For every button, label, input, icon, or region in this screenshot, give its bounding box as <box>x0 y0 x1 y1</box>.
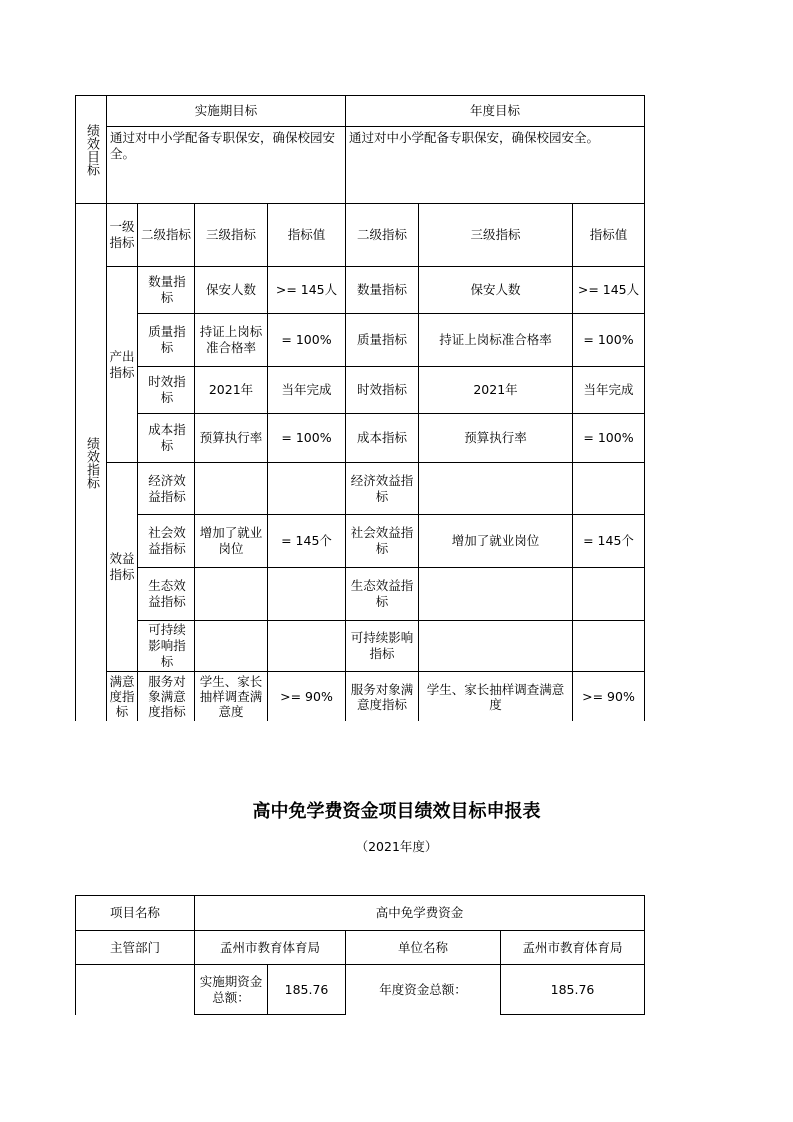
level3-cell <box>197 621 265 671</box>
level3-cell-year <box>421 463 570 514</box>
level3-cell: 增加了就业岗位 <box>199 525 263 556</box>
value-cell: = 145个 <box>281 533 332 548</box>
level2-cell: 社会效益指标 <box>148 525 186 556</box>
year-goal-text: 通过对中小学配备专职保安，确保校园安全。 <box>349 130 600 145</box>
period-total-label: 实施期资金总额： <box>199 973 263 1005</box>
level2-cell-year: 可持续影响指标 <box>350 630 414 661</box>
value-cell <box>268 621 345 671</box>
level3-cell: 学生、家长抽样调查满意度 <box>199 674 263 719</box>
value-cell-year: = 145个 <box>583 533 634 548</box>
value-cell: 当年完成 <box>281 382 332 397</box>
value-cell: >= 90% <box>280 688 333 704</box>
header-period-goal: 实施期目标 <box>194 103 258 118</box>
header-year-goal: 年度目标 <box>469 103 520 118</box>
level3-cell-year <box>421 568 570 620</box>
side-label-index: 绩效指标 <box>84 436 99 489</box>
level3-cell-year: 学生、家长抽样调查满意度 <box>426 681 565 712</box>
unit-value: 孟州市教育体育局 <box>522 939 623 955</box>
level2-cell: 经济效益指标 <box>148 472 186 504</box>
group-output: 产出指标 <box>109 348 135 380</box>
col-value-header: 指标值 <box>287 227 326 242</box>
level2-cell-year: 时效指标 <box>356 382 407 397</box>
col-level3-header-year: 三级指标 <box>470 227 521 242</box>
value-cell-year: >= 90% <box>582 688 635 704</box>
level3-cell: 持证上岗标准合格率 <box>199 324 263 355</box>
level2-cell: 服务对象满意度指标 <box>148 674 186 719</box>
level2-cell-year: 数量指标 <box>356 282 407 297</box>
level3-cell: 保安人数 <box>205 282 256 297</box>
level2-cell-year: 经济效益指标 <box>350 472 414 504</box>
col-level2-header: 二级指标 <box>141 227 192 242</box>
col-level3-header: 三级指标 <box>205 227 256 242</box>
group-satisfaction: 满意度指标 <box>109 674 135 719</box>
level3-cell-year: 2021年 <box>473 382 518 397</box>
level3-cell: 预算执行率 <box>199 430 263 445</box>
year-total-label: 年度资金总额： <box>379 981 467 997</box>
value-cell-year <box>573 568 644 620</box>
level2-cell-year: 质量指标 <box>356 332 407 347</box>
dept-value: 孟州市教育体育局 <box>219 939 320 955</box>
level2-cell-year: 成本指标 <box>356 430 407 445</box>
side-label-goal: 绩效目标 <box>84 123 99 176</box>
value-cell-year <box>573 621 644 671</box>
value-cell-year: = 100% <box>583 430 634 445</box>
dept-label: 主管部门 <box>109 939 160 955</box>
level3-cell <box>197 568 265 620</box>
level3-cell-year <box>421 621 570 671</box>
period-goal-text: 通过对中小学配备专职保安，确保校园安全。 <box>110 130 336 161</box>
project-name-value: 高中免学费资金 <box>375 905 464 920</box>
col-value-header-year: 指标值 <box>589 227 628 242</box>
value-cell-year: 当年完成 <box>583 382 634 397</box>
value-cell <box>268 463 345 514</box>
level2-cell: 数量指标 <box>148 274 186 305</box>
level2-cell: 时效指标 <box>148 374 186 405</box>
level3-cell-year: 预算执行率 <box>464 430 527 445</box>
value-cell-year <box>573 463 644 514</box>
level3-cell-year: 保安人数 <box>470 282 521 297</box>
col-level1-header: 一级指标 <box>109 219 135 250</box>
period-total-value: 185.76 <box>284 981 329 997</box>
level2-cell: 可持续影响指标 <box>148 622 186 669</box>
col-level2-header-year: 二级指标 <box>356 227 407 242</box>
value-cell: = 100% <box>281 430 332 445</box>
level2-cell: 质量指标 <box>148 324 186 355</box>
level2-cell-year: 社会效益指标 <box>350 525 414 556</box>
page-subtitle: （2021年度） <box>355 839 438 854</box>
level2-cell-year: 生态效益指标 <box>350 578 414 609</box>
page-title: 高中免学费资金项目绩效目标申报表 <box>252 801 541 822</box>
level3-cell-year: 持证上岗标准合格率 <box>439 332 552 347</box>
value-cell: = 100% <box>281 332 332 347</box>
group-benefit: 效益指标 <box>109 551 135 582</box>
level3-cell: 2021年 <box>208 382 254 397</box>
level2-cell: 生态效益指标 <box>148 578 186 609</box>
value-cell <box>268 568 345 620</box>
project-name-label: 项目名称 <box>109 905 160 920</box>
value-cell: >= 145人 <box>275 282 338 297</box>
value-cell-year: = 100% <box>583 332 634 347</box>
level3-cell <box>197 463 265 514</box>
level2-cell-year: 服务对象满意度指标 <box>350 681 414 712</box>
year-total-value: 185.76 <box>550 981 595 997</box>
level2-cell: 成本指标 <box>148 422 186 453</box>
level3-cell-year: 增加了就业岗位 <box>451 533 540 548</box>
value-cell-year: >= 145人 <box>577 282 640 297</box>
unit-label: 单位名称 <box>397 939 448 955</box>
